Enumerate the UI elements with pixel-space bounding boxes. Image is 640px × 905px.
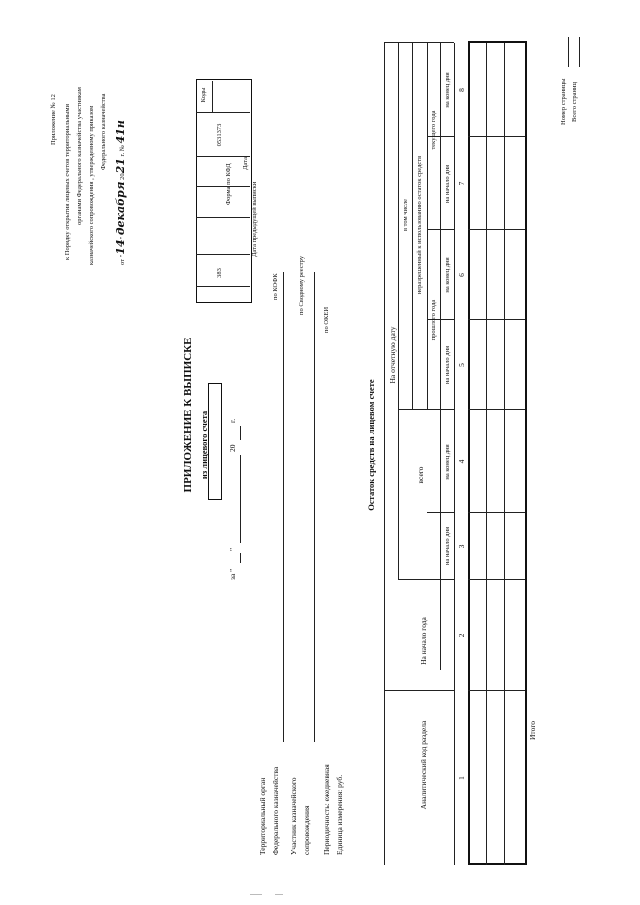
body-col-divider: [468, 579, 525, 580]
okei-label: по ОКЕИ: [323, 306, 330, 333]
col-incl-header: в том числе: [402, 198, 409, 232]
okei-code-value: 383: [216, 268, 223, 278]
period-year-prefix: 20: [228, 444, 237, 452]
body-col-divider: [468, 319, 525, 320]
period-quote: ": [228, 547, 237, 551]
codes-divider: [196, 254, 250, 255]
annex-line5: Федерального казначейства: [100, 93, 107, 170]
col-number: 2: [457, 633, 466, 638]
codes-divider: [196, 186, 250, 187]
form-code-value: 0531373: [216, 123, 223, 147]
territorial-label-1: Территориальный орган: [258, 777, 267, 855]
col-divider-4: [398, 409, 454, 410]
col-curr-year-header: текущего года: [430, 110, 437, 150]
date-label: Дата: [242, 157, 249, 170]
body-row-line: [504, 43, 505, 865]
codes-divider: [196, 286, 250, 287]
header-line-4: [440, 43, 441, 670]
order-year: 21: [114, 158, 127, 174]
page-number-label: Номер страницы: [560, 78, 567, 125]
order-reference: от "14" декабря 2021 г. № 41н: [114, 120, 127, 265]
annex-line3: органами Федерального казначейства участникам: [76, 87, 83, 225]
col-code-header: Аналитический код раздела: [419, 720, 428, 810]
col-day-start-3: на начало дня: [444, 526, 451, 566]
period-year-line: [240, 426, 241, 440]
annex-line4: казначейского сопровождения , утвержденному приказом: [88, 105, 95, 265]
pages-total-label: Всего страниц: [571, 82, 578, 122]
header-line-5: [454, 43, 455, 865]
header-line-1: [398, 43, 399, 580]
codes-header: Коды: [200, 87, 207, 103]
col-day-end-6: на конец дня: [444, 257, 451, 293]
period-za: за ": [228, 568, 237, 580]
body-col-divider: [468, 690, 525, 691]
order-month: декабря: [114, 181, 127, 236]
order-year-prefix: 20: [119, 173, 126, 180]
body-col-divider: [468, 229, 525, 230]
participant-line: [314, 272, 315, 742]
order-ot: от ": [119, 254, 126, 265]
annex-line2: к Порядку открытия лицевых счетов территориальными: [64, 104, 71, 260]
document-subtitle: из лицевого счета: [199, 410, 209, 480]
col-report-date-header: На отчетную дату: [388, 326, 397, 384]
col-number: 6: [457, 273, 466, 277]
codes-header-line: [212, 81, 213, 113]
codes-divider: [196, 112, 250, 113]
reestr-label: по Сводному реестру: [298, 255, 305, 315]
period-month-line: [240, 455, 241, 543]
header-top-border: [384, 43, 385, 865]
table-caption: Остаток средств на лицевом счете: [366, 379, 376, 511]
col-total-header: всего: [416, 466, 425, 484]
scan-mark: [250, 894, 262, 895]
prev-date-label: Дата предыдущей выписки: [251, 181, 258, 257]
col-divider-2: [398, 579, 454, 580]
participant-label-1: Участник казначейского: [289, 777, 298, 855]
participant-label-2: сопровождения: [302, 805, 311, 855]
col-start-year-header: На начало года: [419, 617, 428, 665]
body-col-divider: [468, 136, 525, 137]
col-number: 3: [457, 544, 466, 549]
page-number-line: [568, 37, 569, 67]
col-number: 7: [457, 181, 466, 186]
kofk-label: по КОФК: [272, 273, 279, 300]
body-row-line: [486, 43, 487, 865]
col-number: 4: [457, 459, 466, 464]
col-day-start-5: на начало дня: [444, 345, 451, 385]
header-line-2: [412, 43, 413, 410]
col-day-end-8: на конец дня: [444, 72, 451, 108]
pages-total-line: [579, 37, 580, 67]
table-body-frame: [468, 41, 527, 865]
scan-mark: [275, 894, 283, 895]
header-line-3: [427, 43, 428, 410]
col-day-start-7: на начало дня: [444, 164, 451, 204]
document-title: ПРИЛОЖЕНИЕ К ВЫПИСКЕ: [182, 337, 194, 493]
header-right-border: [384, 42, 454, 43]
form-label: Форма по КФД: [225, 163, 232, 205]
order-g: г. №: [119, 145, 126, 157]
period-day-line: [240, 553, 241, 563]
total-label: Итого: [528, 721, 537, 740]
annex-number: Приложение № 12: [50, 94, 57, 145]
body-col-divider: [468, 409, 525, 410]
col-number: 5: [457, 363, 466, 367]
col-number: 8: [457, 88, 466, 92]
territorial-line: [283, 272, 284, 742]
col-day-end-4: на конец дня: [444, 444, 451, 480]
unit-label: Единица измерения: руб.: [335, 774, 344, 855]
col-number: 1: [457, 776, 466, 780]
period-g: г.: [228, 418, 237, 423]
codes-divider: [196, 217, 250, 218]
territorial-label-2: Федерального казначейства: [271, 766, 280, 855]
col-prev-year-header: прошлого года: [430, 299, 437, 341]
periodicity-label: Периодичность: ежедневная: [322, 764, 331, 855]
account-number-box: [208, 383, 222, 500]
order-day: 14: [114, 239, 127, 255]
body-col-divider: [468, 512, 525, 513]
col-unused-header: неразрешенный к использованию остаток средств: [416, 155, 423, 295]
order-number: 41н: [114, 120, 127, 144]
